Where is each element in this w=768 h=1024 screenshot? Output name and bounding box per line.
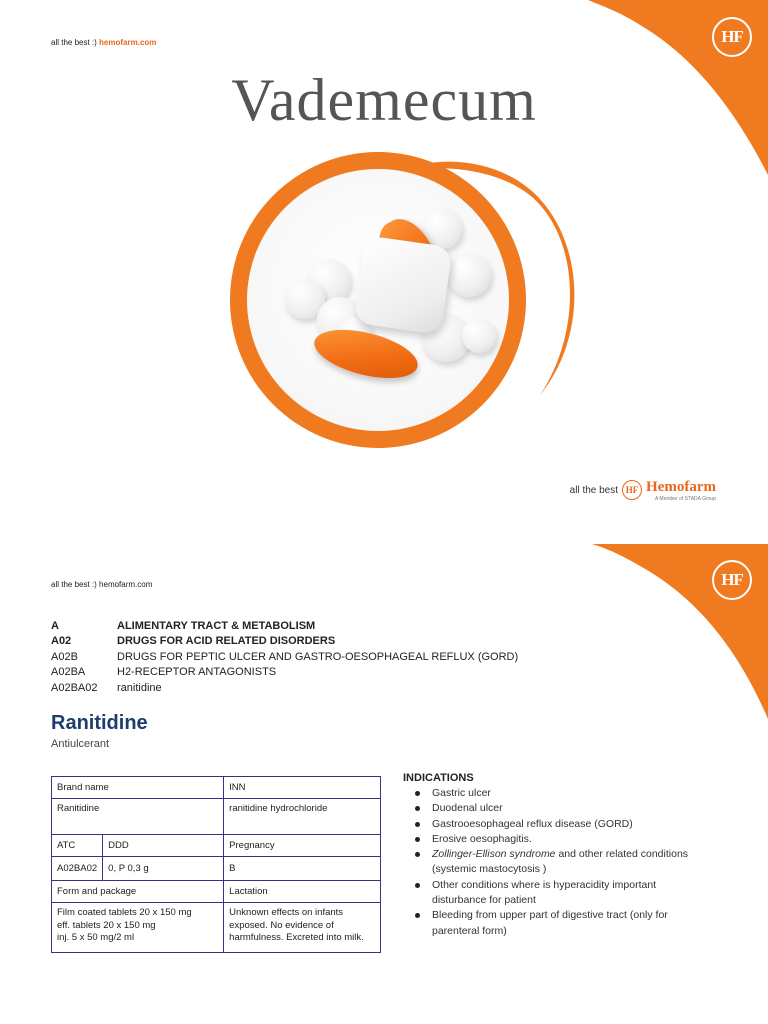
indication-text: Erosive oesophagitis. [432,832,532,845]
form-label: Form and package [52,881,224,903]
page-title: Vademecum [231,67,537,133]
ddd-label: DDD [103,835,224,857]
footer-tagline: all the best [569,484,619,496]
atc-text: ranitidine [117,681,162,694]
inn-value: ranitidine hydrochloride [224,799,381,835]
drug-name: Ranitidine [51,712,148,734]
tagline-site: hemofarm.com [99,38,157,47]
form-line: eff. tablets 20 x 150 mg [57,919,156,931]
brand-name-label: Brand name [52,777,224,799]
indication-text: parenteral form) [432,924,507,937]
lactation-label: Lactation [224,881,381,903]
atc-code: A02 [51,635,72,648]
indication-italic-text: Zollinger-Ellison syndrome [432,848,556,861]
tagline-site-2: hemofarm.com [99,580,153,589]
atc-text: DRUGS FOR ACID RELATED DISORDERS [117,635,336,648]
indication-text: Bleeding from upper part of digestive tract (only for [432,909,668,922]
atc-text: DRUGS FOR PEPTIC ULCER AND GASTRO-OESOPHAGEAL REFLUX (GORD) [117,650,519,663]
brand-name-value: Ranitidine [52,799,224,835]
indications-heading: INDICATIONS [403,772,474,784]
pregnancy-value: B [224,857,381,881]
tagline-prefix-2: all the best :) [51,580,97,589]
form-line: inj. 5 x 50 mg/2 ml [57,932,135,943]
indication-text: Gastrooesophageal reflux disease (GORD) [432,817,633,830]
indication-text: and other related conditions [555,848,689,861]
brand-subtitle: A Member of STADA Group [654,496,716,502]
indication-text: Duodenal ulcer [432,802,503,815]
tagline-prefix: all the best :) [51,38,97,47]
brand-name: Hemofarm [646,479,716,495]
atc-text: H2-RECEPTOR ANTAGONISTS [117,666,277,679]
atc-code: A [51,619,59,632]
indication-text: (systemic mastocytosis ) [432,863,547,876]
indication-text: disturbance for patient [432,894,536,907]
pregnancy-label: Pregnancy [224,835,381,857]
inn-label: INN [224,777,381,799]
hemofarm-logo-icon: HF [712,17,752,57]
atc-value: A02BA02 [52,857,103,881]
indication-text: Other conditions where is hyperacidity important [432,878,657,891]
hemofarm-mini-logo-icon: HF [622,480,642,500]
form-line: Film coated tablets 20 x 150 mg [57,907,192,918]
lactation-line: exposed. No evidence of [229,919,334,931]
drug-class: Antiulcerant [51,738,110,750]
atc-code: A02B [51,650,78,663]
ddd-value: 0, P 0,3 g [103,857,224,881]
indication-text: Gastric ulcer [432,787,491,799]
lactation-line: harmfulness. Excreted into milk. [229,932,364,943]
atc-code: A02BA02 [51,681,98,694]
atc-label: ATC [52,835,103,857]
hemofarm-logo-icon-2: HF [712,560,752,600]
atc-code: A02BA [51,666,86,679]
atc-text: ALIMENTARY TRACT & METABOLISM [117,619,316,632]
lactation-line: Unknown effects on infants [229,907,344,918]
